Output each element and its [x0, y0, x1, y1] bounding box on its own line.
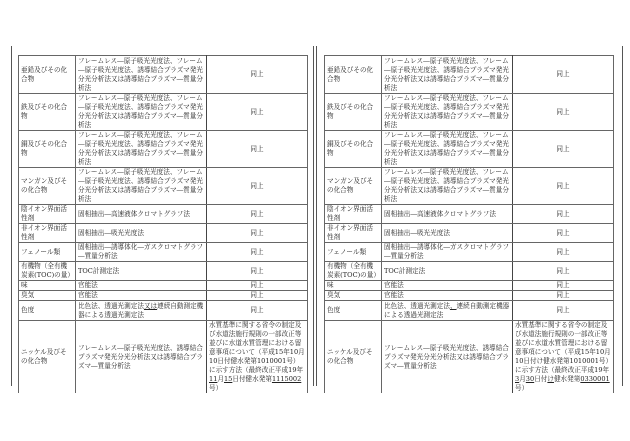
right-page: [324, 55, 614, 393]
underlined-amendment: 、: [449, 301, 457, 310]
table-row: [19, 168, 308, 205]
table-row: [325, 205, 614, 224]
method-cell: 固相抽出―高速液体クロマトグラフ法: [76, 205, 207, 224]
method-cell: フレームレス―原子吸光光度法、フレーム―原子吸光光度法、誘導結合プラズマ発光分光分析法又は誘導結合プラズマ―質量分析法: [76, 94, 207, 131]
left-page-frame-right: [313, 46, 314, 386]
item-cell: フェノール類: [325, 243, 382, 262]
method-cell: フレームレス―原子吸光光度法、誘導結合プラズマ発光分光分析法又は誘導結合プラズマ―質量分析法: [382, 321, 513, 394]
reference-cell: 同上: [513, 131, 614, 168]
item-cell: 非イオン界面活性剤: [325, 224, 382, 243]
item-cell: 陰イオン界面活性剤: [19, 205, 76, 224]
reference-cell: 同上: [207, 301, 308, 321]
method-cell: フレームレス―原子吸光光度法、フレーム―原子吸光光度法、誘導結合プラズマ発光分光分析法又は誘導結合プラズマ―質量分析法: [382, 131, 513, 168]
item-cell: ニッケル及びその化合物: [325, 321, 382, 394]
table-row: [325, 168, 614, 205]
table-row: [19, 131, 308, 168]
item-cell: 非イオン界面活性剤: [19, 224, 76, 243]
table-row: [325, 243, 614, 262]
item-cell: 陰イオン界面活性剤: [325, 205, 382, 224]
table-row: [19, 224, 308, 243]
method-cell: 官能法: [382, 291, 513, 301]
left-page-frame-left: [11, 46, 12, 386]
reference-cell: 同上: [513, 301, 614, 321]
reference-cell: 同上: [207, 131, 308, 168]
method-cell: フレームレス―原子吸光光度法、フレーム―原子吸光光度法、誘導結合プラズマ発光分光分析法又は誘導結合プラズマ―質量分析法: [76, 131, 207, 168]
table-row: [325, 94, 614, 131]
reference-cell: 同上: [207, 281, 308, 291]
method-cell: 比色法、透過光測定法又は連続自動測定機器による透過光測定法: [76, 301, 207, 321]
reference-cell: 同上: [207, 94, 308, 131]
table-row: [325, 262, 614, 281]
table-row: [19, 262, 308, 281]
method-cell: フレームレス―原子吸光光度法、誘導結合プラズマ発光分光分析法又は誘導結合プラズマ―質量分析法: [76, 321, 207, 394]
item-cell: 亜鉛及びその化合物: [325, 56, 382, 94]
reference-cell: 同上: [513, 243, 614, 262]
item-cell: 臭気: [325, 291, 382, 301]
item-cell: 銅及びその化合物: [325, 131, 382, 168]
left-page: [18, 55, 308, 393]
method-cell: 比色法、透過光測定法、連続自動測定機器による透過光測定法: [382, 301, 513, 321]
method-cell: 固相抽出―吸光光度法: [76, 224, 207, 243]
method-cell: フレームレス―原子吸光光度法、フレーム―原子吸光光度法、誘導結合プラズマ発光分光分析法又は誘導結合プラズマ―質量分析法: [382, 94, 513, 131]
method-cell: 官能法: [382, 281, 513, 291]
item-cell: 味: [19, 281, 76, 291]
right-page-frame-right: [622, 46, 623, 386]
reference-cell: 同上: [207, 56, 308, 94]
reference-cell: 同上: [513, 224, 614, 243]
table-row: [325, 321, 614, 394]
table-row: [325, 56, 614, 94]
item-cell: 色度: [325, 301, 382, 321]
item-cell: 有機物（全有機炭素(TOC)の量）: [325, 262, 382, 281]
item-cell: 亜鉛及びその化合物: [19, 56, 76, 94]
reference-note-cell: 水質基準に関する省令の制定及び水道法施行規則の一部改正等並びに水道水質管理における留意事項について（平成15年10月10日付健水発第1010001号）に示す方法（最終改正平成19年11月15日付健水発第1115002号）: [207, 321, 308, 394]
table-row: [325, 301, 614, 321]
underlined-amendment: 又は: [143, 301, 158, 310]
method-cell: 官能法: [76, 291, 207, 301]
item-cell: ニッケル及びその化合物: [19, 321, 76, 394]
item-cell: フェノール類: [19, 243, 76, 262]
reference-cell: 同上: [513, 262, 614, 281]
reference-cell: 同上: [513, 94, 614, 131]
reference-cell: 同上: [207, 205, 308, 224]
table-row: [325, 291, 614, 301]
table-row: [19, 301, 308, 321]
item-cell: 味: [325, 281, 382, 291]
reference-cell: 同上: [207, 224, 308, 243]
method-cell: 固相抽出―誘導体化―ガスクロマトグラフ―質量分析法: [382, 243, 513, 262]
item-cell: マンガン及びその化合物: [19, 168, 76, 205]
reference-cell: 同上: [513, 291, 614, 301]
right-page-frame-left: [316, 46, 317, 386]
left-test-method-table: [18, 55, 308, 393]
table-row: [19, 205, 308, 224]
method-cell: 官能法: [76, 281, 207, 291]
reference-cell: 同上: [207, 243, 308, 262]
item-cell: 鉄及びその化合物: [19, 94, 76, 131]
table-row: [19, 243, 308, 262]
method-cell: フレームレス―原子吸光光度法、フレーム―原子吸光光度法、誘導結合プラズマ発光分光分析法又は誘導結合プラズマ―質量分析法: [382, 168, 513, 205]
item-cell: 有機物（全有機炭素(TOC)の量）: [19, 262, 76, 281]
reference-cell: 同上: [207, 262, 308, 281]
item-cell: 銅及びその化合物: [19, 131, 76, 168]
method-cell: TOC計測定法: [76, 262, 207, 281]
reference-cell: 同上: [513, 281, 614, 291]
reference-cell: 同上: [207, 291, 308, 301]
method-cell: フレームレス―原子吸光光度法、フレーム―原子吸光光度法、誘導結合プラズマ発光分光分析法又は誘導結合プラズマ―質量分析法: [382, 56, 513, 94]
table-row: [19, 94, 308, 131]
table-row: [19, 321, 308, 394]
reference-note-cell: 水質基準に関する省令の制定及び水道法施行規則の一部改正等並びに水道水質管理における留意事項について（平成15年10月10日付け健水発第1010001号）に示す方法（最終改正平成19年3月30日付け健水発第0330001号）: [513, 321, 614, 394]
method-cell: フレームレス―原子吸光光度法、フレーム―原子吸光光度法、誘導結合プラズマ発光分光分析法又は誘導結合プラズマ―質量分析法: [76, 56, 207, 94]
table-row: [19, 291, 308, 301]
reference-cell: 同上: [513, 56, 614, 94]
table-row: [19, 281, 308, 291]
item-cell: 色度: [19, 301, 76, 321]
item-cell: マンガン及びその化合物: [325, 168, 382, 205]
right-test-method-table: [324, 55, 614, 393]
item-cell: 鉄及びその化合物: [325, 94, 382, 131]
reference-cell: 同上: [513, 205, 614, 224]
method-cell: 固相抽出―吸光光度法: [382, 224, 513, 243]
method-cell: TOC計測定法: [382, 262, 513, 281]
table-row: [325, 131, 614, 168]
reference-cell: 同上: [207, 168, 308, 205]
item-cell: 臭気: [19, 291, 76, 301]
reference-cell: 同上: [513, 168, 614, 205]
method-cell: 固相抽出―高速液体クロマトグラフ法: [382, 205, 513, 224]
table-row: [325, 224, 614, 243]
method-cell: フレームレス―原子吸光光度法、フレーム―原子吸光光度法、誘導結合プラズマ発光分光分析法又は誘導結合プラズマ―質量分析法: [76, 168, 207, 205]
table-row: [325, 281, 614, 291]
method-cell: 固相抽出―誘導体化―ガスクロマトグラフ―質量分析法: [76, 243, 207, 262]
table-row: [19, 56, 308, 94]
